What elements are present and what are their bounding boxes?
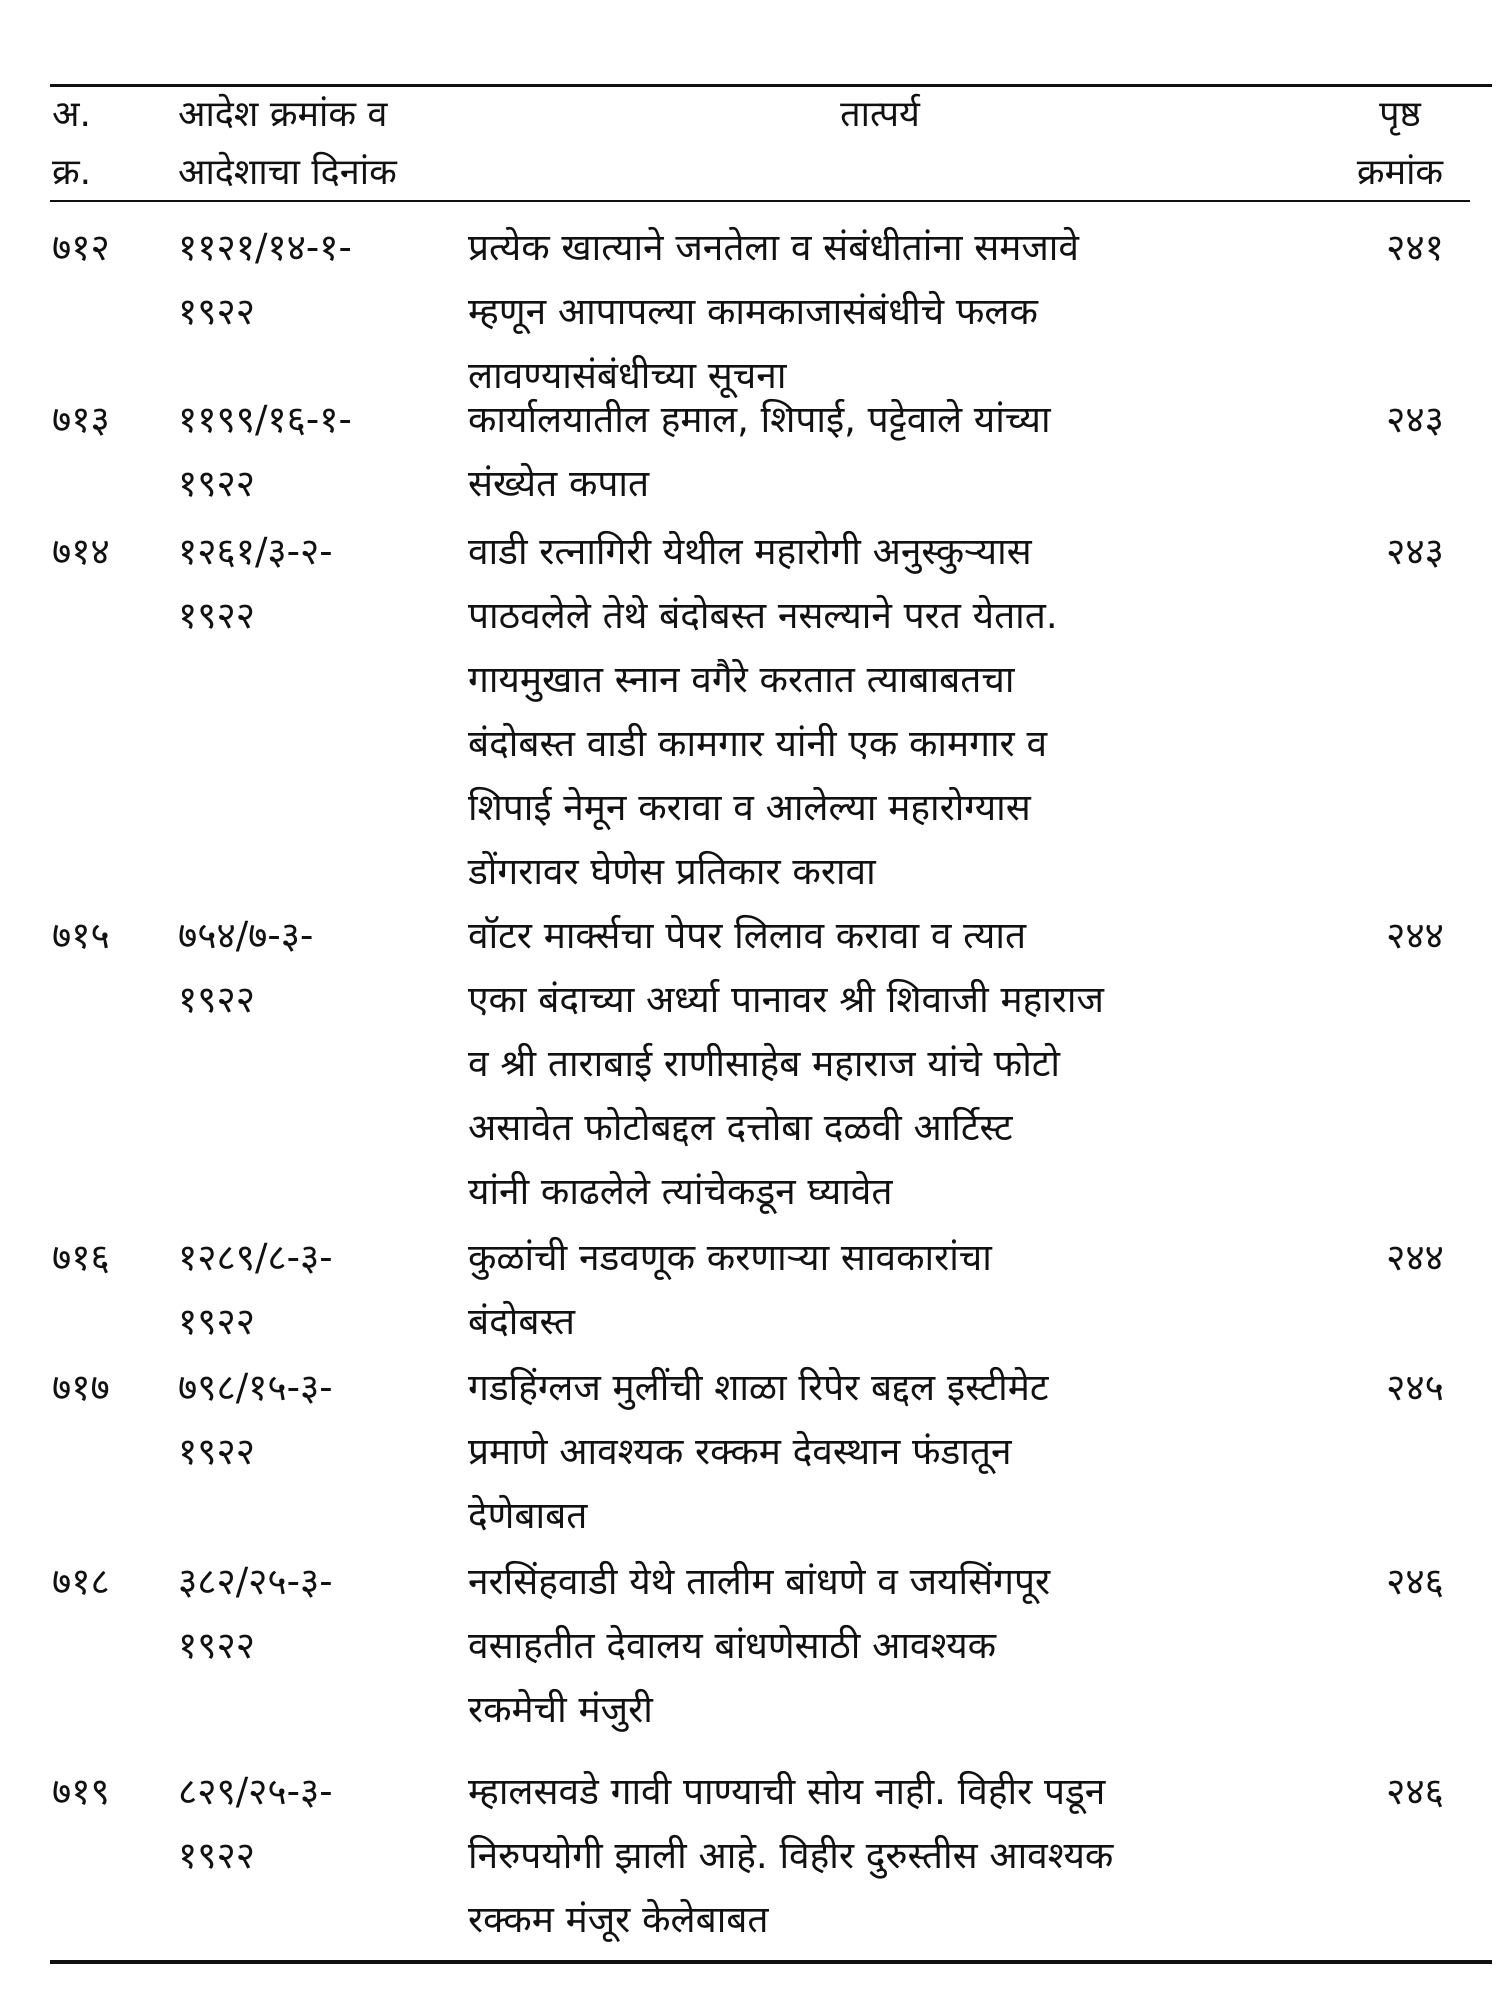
header-page-no: पृष्ठ क्रमांक [1356,94,1444,193]
cell-summary: कार्यालयातील हमाल, शिपाई, पट्टेवाले यांच्या संख्येत कपात [468,398,1051,505]
cell-order-date: ७९८/१५-३- १९२२ [178,1366,333,1473]
table-row [0,388,1500,520]
cell-page-no: २४१ [1386,226,1444,269]
cell-sr-no: ७१९ [52,1770,110,1813]
table-header [0,86,1500,200]
cell-summary: कुळांची नडवणूक करणाऱ्या सावकारांचा बंदोबस्त [468,1236,992,1343]
table-row [0,1226,1500,1356]
cell-page-no: २४५ [1386,1366,1444,1409]
cell-summary: वॉटर मार्क्सचा पेपर लिलाव करावा व त्यात एका बंदाच्या अर्ध्या पानावर श्री शिवाजी महाराज व श्री ताराबाई राणीसाहेब महाराज यांचे फोटो असावेत फोटोबद्दल दत्तोबा दळवी आर्टिस्ट यांनी काढलेले त्यांचेकडून घ्यावेत [468,914,1104,1213]
cell-order-date: ७५४/७-३- १९२२ [178,914,314,1021]
cell-sr-no: ७१७ [52,1366,110,1409]
cell-sr-no: ७१६ [52,1236,110,1279]
cell-order-date: ११२१/१४-१- १९२२ [178,226,352,333]
cell-page-no: २४३ [1386,398,1444,441]
header-rule [50,200,1470,202]
bottom-rule [50,1960,1492,1964]
cell-page-no: २४६ [1386,1560,1444,1603]
cell-sr-no: ७१८ [52,1560,110,1603]
table-body [0,216,1500,1960]
header-summary: तात्पर्य [840,94,920,135]
cell-summary: नरसिंहवाडी येथे तालीम बांधणे व जयसिंगपूर वसाहतीत देवालय बांधणेसाठी आवश्यक रकमेची मंजुरी [468,1560,1051,1731]
cell-summary: म्हालसवडे गावी पाण्याची सोय नाही. विहीर पडून निरुपयोगी झाली आहे. विहीर दुरुस्तीस आवश्यक रक्कम मंजूर केलेबाबत [468,1770,1114,1941]
cell-sr-no: ७१५ [52,914,110,957]
table-row [0,520,1500,904]
cell-page-no: २४६ [1386,1770,1444,1813]
cell-sr-no: ७१२ [52,226,110,269]
cell-page-no: २४४ [1386,1236,1444,1279]
cell-summary: गडहिंग्लज मुलींची शाळा रिपेर बद्दल इस्टीमेट प्रमाणे आवश्यक रक्कम देवस्थान फंडातून देणेबाबत [468,1366,1049,1537]
cell-page-no: २४४ [1386,914,1444,957]
cell-order-date: ३८२/२५-३- १९२२ [178,1560,333,1667]
table-row [0,216,1500,397]
table-row [0,1760,1500,1960]
cell-sr-no: ७१४ [52,530,110,573]
cell-order-date: १२६१/३-२- १९२२ [178,530,333,637]
cell-page-no: २४३ [1386,530,1444,573]
cell-order-date: १२८९/८-३- १९२२ [178,1236,333,1343]
cell-order-date: ११९९/१६-१- १९२२ [178,398,352,505]
header-sr-no: अ. क्र. [52,94,92,193]
cell-summary: वाडी रत्नागिरी येथील महारोगी अनुस्कुऱ्यास पाठवलेले तेथे बंदोबस्त नसल्याने परत येतात. गायमुखात स्नान वगैरे करतात त्याबाबतचा बंदोबस्त वाडी कामगार यांनी एक कामगार व शिपाई नेमून करावा व आलेल्या महारोग्यास डोंगरावर घेणेस प्रतिकार करावा [468,530,1058,893]
table-row [0,904,1500,1226]
cell-sr-no: ७१३ [52,398,110,441]
cell-order-date: ८२९/२५-३- १९२२ [178,1770,333,1877]
cell-summary: प्रत्येक खात्याने जनतेला व संबंधीतांना समजावे म्हणून आपापल्या कामकाजासंबंधीचे फलक लावण्यासंबंधीच्या सूचना [468,226,1079,397]
table-row [0,1550,1500,1760]
header-order-no-date: आदेश क्रमांक व आदेशाचा दिनांक [178,94,397,193]
table-row [0,1356,1500,1550]
